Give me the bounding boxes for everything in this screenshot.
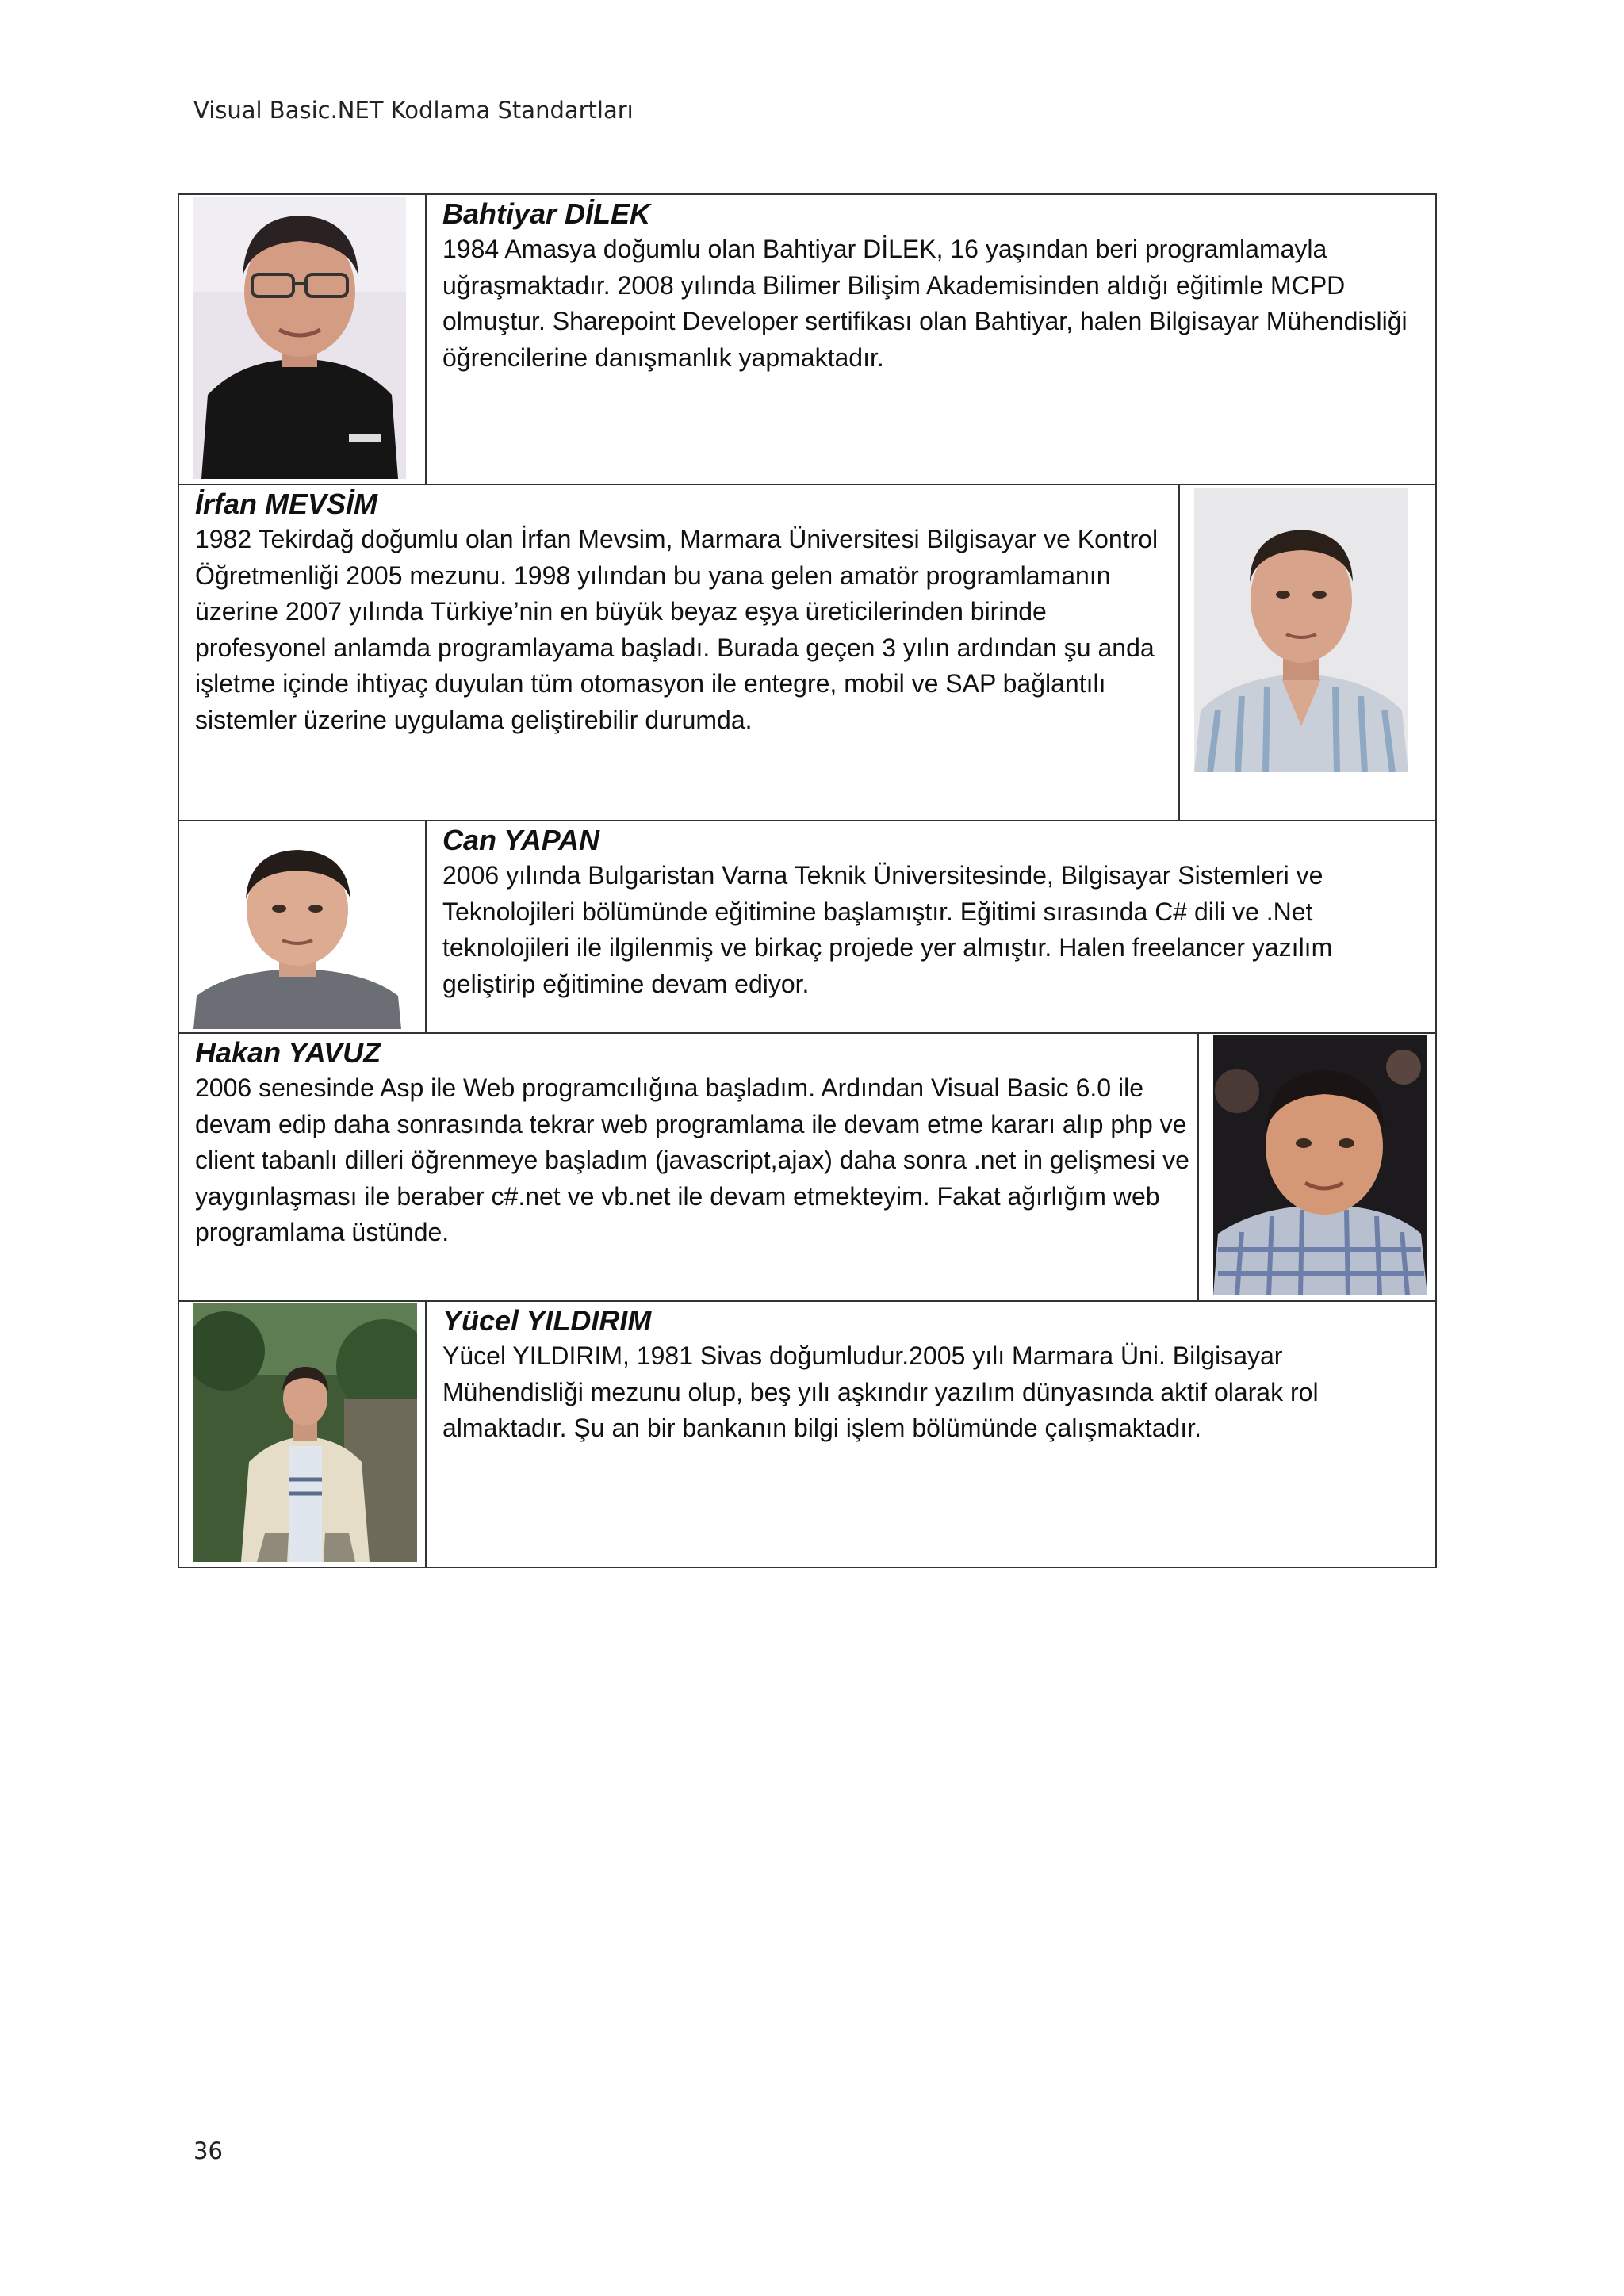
text-cell <box>195 1035 1194 1251</box>
author-bio: Yücel YILDIRIM, 1981 Sivas doğumludur.2005 yılı Marmara Üni. Bilgisayar Mühendisliği mezunu olup, beş yılı aşkındır yazılım dünyasında aktif olarak rol almaktadır. Şu an bir bankanın bilgi işlem bölümünde çalışmaktadır. <box>442 1341 1319 1442</box>
photo-cell <box>1197 1034 1435 1300</box>
author-row-hakan <box>179 1034 1435 1302</box>
photo-cell <box>1178 485 1435 820</box>
photo-cell <box>179 821 427 1032</box>
author-bio: 1982 Tekirdağ doğumlu olan İrfan Mevsim, Marmara Üniversitesi Bilgisayar ve Kontrol Öğretmenliği 2005 mezunu. 1998 yılından bu yana gelen amatör programlamanın üzerine 2007 yılında Türkiye’nin en büyük beyaz eşya üreticilerinden birinde profesyonel anlamda programlayama başladı. Burada geçen 3 yılın ardından şu anda işletme içinde ihtiyaç duyulan tüm otomasyon ile entegre, mobil ve SAP bağlantılı sistemler üzerine uygulama geliştirebilir durumda. <box>195 525 1159 734</box>
author-name: Can YAPAN <box>442 824 600 856</box>
photo-cell <box>179 1302 427 1567</box>
author-bio: 2006 yılında Bulgaristan Varna Teknik Üniversitesinde, Bilgisayar Sistemleri ve Teknolojileri bölümünde eğitimine başlamıştır. Eğitimi sırasında C# dili ve .Net teknolojileri ile ilgilenmiş ve birkaç projede yer almıştır. Halen freelancer yazılım geliştirip eğitimine devam ediyor. <box>442 861 1333 998</box>
author-bio: 2006 senesinde Asp ile Web programcılığına başladım. Ardından Visual Basic 6.0 ile devam edip daha sonrasında tekrar web programlama ile devam etme kararı alıp php ve client tabanlı dilleri öğrenmeye başladım (javascript,ajax) daha sonra .net in gelişmesi ve yaygınlaşması ile beraber c#.net ve vb.net ile devam etmekteyim. Fakat ağırlığım web programlama üstünde. <box>195 1073 1189 1246</box>
author-bio-table <box>178 193 1437 1568</box>
author-name: İrfan MEVSİM <box>195 488 378 520</box>
text-cell <box>195 487 1164 738</box>
author-name: Hakan YAVUZ <box>195 1036 381 1069</box>
photo-cell <box>179 195 427 484</box>
author-row-yucel <box>179 1302 1435 1567</box>
text-cell <box>442 197 1424 376</box>
text-cell <box>442 823 1424 1002</box>
author-photo-hakan <box>1213 1035 1427 1295</box>
page-number: 36 <box>193 2137 223 2164</box>
running-header: Visual Basic.NET Kodlama Standartları <box>193 97 634 124</box>
author-photo-yucel <box>193 1303 417 1562</box>
author-name: Bahtiyar DİLEK <box>442 197 651 230</box>
author-photo-bahtiyar <box>193 197 406 479</box>
author-row-irfan <box>179 485 1435 821</box>
author-name: Yücel YILDIRIM <box>442 1304 652 1337</box>
author-row-bahtiyar <box>179 195 1435 485</box>
author-row-can <box>179 821 1435 1034</box>
text-cell <box>442 1303 1424 1447</box>
author-photo-irfan <box>1194 488 1408 772</box>
author-bio: 1984 Amasya doğumlu olan Bahtiyar DİLEK, 16 yaşından beri programlamayla uğraşmaktadır. 2008 yılında Bilimer Bilişim Akademisinden aldığı eğitimle MCPD olmuştur. Sharepoint Developer sertifikası olan Bahtiyar, halen Bilgisayar Mühendisliği öğrencilerine danışmanlık yapmaktadır. <box>442 235 1408 372</box>
author-photo-can <box>193 837 401 1029</box>
